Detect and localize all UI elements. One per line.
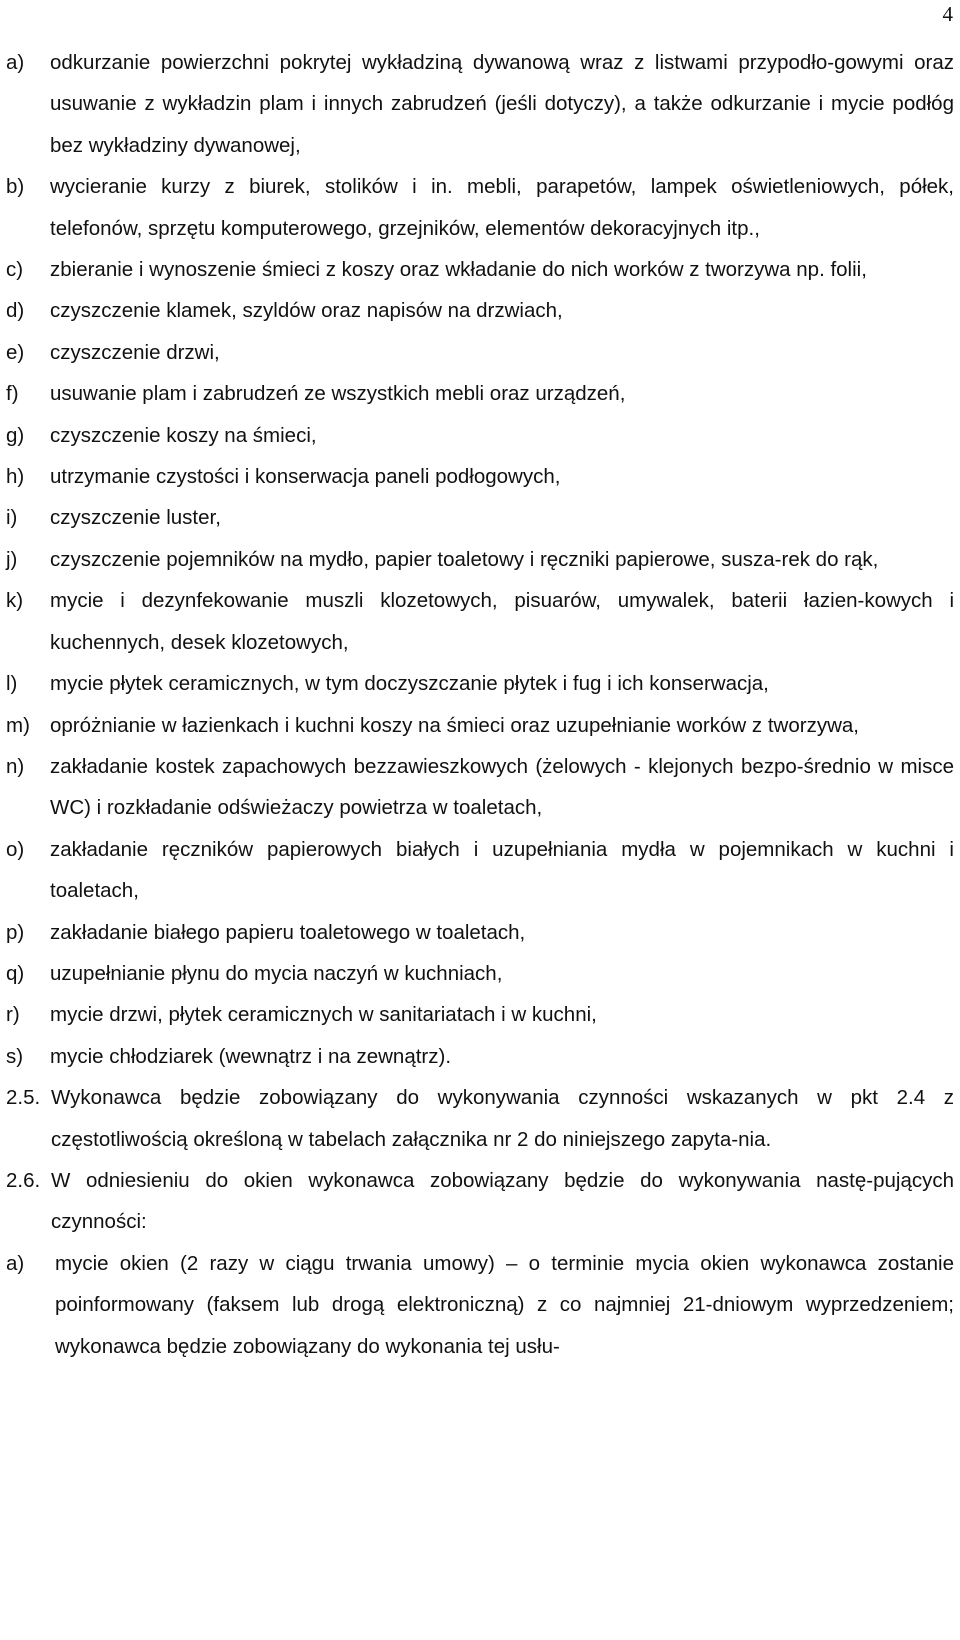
list-item-text: usuwanie plam i zabrudzeń ze wszystkich mebli oraz urządzeń, [50,382,626,406]
list-item [6,663,954,704]
list-item-text: zakładanie kostek zapachowych bezzawieszkowych (żelowych - klejonych bezpo-średnio w misce WC) i rozkładanie odświeżaczy powietrza w toaletach, [50,754,954,820]
list-marker: c) [6,258,24,282]
list-item [6,953,954,994]
list-item-text: mycie okien (2 razy w ciągu trwania umowy) – o terminie mycia okien wykonawca zostanie poinformowany (faksem lub drogą elektroniczną) z co najmniej 21-dniowym wyprzedzeniem; wykonawca będzie zobowiązany do wykonania tej usłu- [55,1251,954,1358]
list-item-text: zakładanie białego papieru toaletowego w toaletach, [50,920,526,944]
list-item [6,829,954,912]
list-marker: r) [6,1003,20,1027]
list-item [6,249,954,290]
section-number: 2.5. [6,1086,41,1110]
list-item [6,166,954,249]
list-item [6,705,954,746]
list-item [6,42,954,166]
list-marker: k) [6,589,24,613]
section-text: Wykonawca będzie zobowiązany do wykonywania czynności wskazanych w pkt 2.4 z częstotliwością określoną w tabelach załącznika nr 2 do niniejszego zapyta-nia. [51,1086,954,1151]
section-text: W odniesieniu do okien wykonawca zobowiązany będzie do wykonywania nastę-pujących czynności: [51,1168,954,1234]
list-marker: a) [6,51,25,74]
list-item-text: zakładanie ręczników papierowych białych i uzupełniania mydła w pojemnikach w kuchni i toaletach, [50,837,954,903]
list-item-text: opróżnianie w łazienkach i kuchni koszy na śmieci oraz uzupełnianie worków z tworzywa, [50,713,859,737]
list-item-text: czyszczenie luster, [50,506,221,530]
list-item [6,290,954,331]
list-marker: i) [6,506,18,530]
list-item [6,456,954,497]
list-item [6,994,954,1035]
list-item-text: utrzymanie czystości i konserwacja paneli podłogowych, [50,465,561,489]
document-body [6,42,954,1367]
list-item-text: czyszczenie drzwi, [50,340,220,364]
section-item [6,1160,954,1243]
list-item [6,912,954,953]
list-marker: a) [6,1251,25,1275]
list-marker: s) [6,1044,24,1068]
list-marker: p) [6,920,25,944]
list-marker: l) [6,672,18,696]
list-item-text: czyszczenie klamek, szyldów oraz napisów na drzwiach, [50,299,563,323]
list-item-text: czyszczenie pojemników na mydło, papier toaletowy i ręczniki papierowe, susza-rek do rąk, [50,547,879,571]
list-item [6,539,954,580]
section-number: 2.6. [6,1168,41,1192]
list-marker: b) [6,175,25,199]
list-item-text: uzupełnianie płynu do mycia naczyń w kuchniach, [50,961,503,985]
page-number: 4 [942,2,953,26]
list-marker: m) [6,713,30,737]
list-marker: j) [6,547,18,571]
list-item-text: mycie drzwi, płytek ceramicznych w sanitariatach i w kuchni, [50,1003,597,1027]
list-item-text: mycie chłodziarek (wewnątrz i na zewnątrz). [50,1044,452,1068]
list-item-text: odkurzanie powierzchni pokrytej wykładziną dywanową wraz z listwami przypodło-gowymi oraz usuwanie z wykładzin plam i innych zabrudzeń (jeśli dotyczy), a także odkurzanie i mycie podłóg bez wykładziny dywanowej, [50,51,954,157]
list-item [6,1243,954,1367]
list-item-text: wycieranie kurzy z biurek, stolików i in. mebli, parapetów, lampek oświetleniowych, półek, telefonów, sprzętu komputerowego, grzejników, elementów dekoracyjnych itp., [50,175,954,240]
list-item-text: mycie i dezynfekowanie muszli klozetowych, pisuarów, umywalek, baterii łazien-kowych i kuchennych, desek klozetowych, [50,589,954,654]
list-item-text: zbieranie i wynoszenie śmieci z koszy oraz wkładanie do nich worków z tworzywa np. folii, [50,258,867,282]
list-marker: d) [6,299,25,323]
list-item [6,373,954,414]
list-marker: h) [6,465,25,489]
list-item [6,415,954,456]
list-marker: e) [6,340,25,364]
list-marker: o) [6,837,25,861]
list-item [6,746,954,829]
section-item [6,1077,954,1160]
list-marker: g) [6,423,25,447]
list-item [6,332,954,373]
list-item [6,580,954,663]
list-item [6,1036,954,1077]
list-item [6,497,954,538]
list-item-text: mycie płytek ceramicznych, w tym doczyszczanie płytek i fug i ich konserwacja, [50,672,769,696]
list-item-text: czyszczenie koszy na śmieci, [50,423,317,447]
list-marker: n) [6,754,25,778]
list-marker: q) [6,961,25,985]
list-marker: f) [6,382,19,406]
